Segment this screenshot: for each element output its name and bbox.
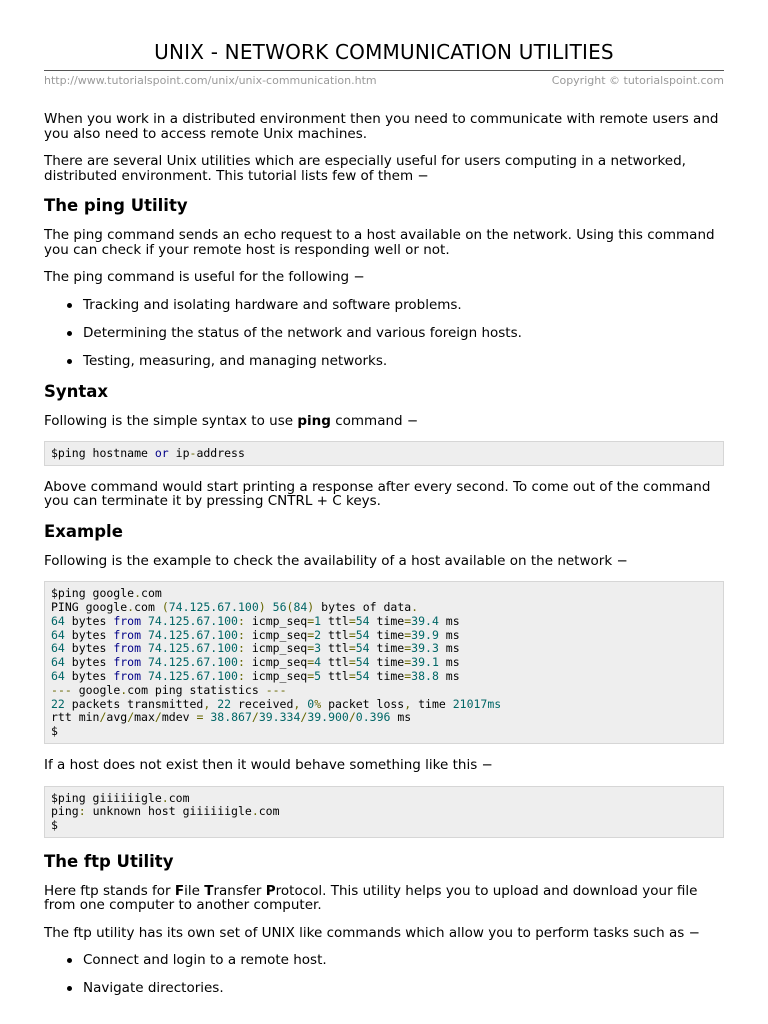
intro-paragraph-2: There are several Unix utilities which are especially useful for users computing in a networked, distributed environment. This tutorial lists few of them − — [44, 153, 686, 184]
ftp-text: Here ftp stands for — [44, 882, 175, 899]
list-item: Determining the status of the network and various foreign hosts. — [83, 326, 724, 341]
syntax-command-name: ping — [297, 412, 331, 429]
syntax-intro — [44, 414, 724, 429]
ping-uses-list — [44, 298, 724, 369]
ftp-initial-f: F — [174, 882, 185, 899]
code-line: $ping hostname or ip-address — [51, 446, 245, 460]
list-item: Testing, measuring, and managing networks. — [83, 354, 724, 369]
code-line: ping: unknown host giiiiiigle.com — [51, 804, 280, 819]
syntax-explanation: Above command would start printing a response after every second. To come out of the command you can terminate it by pressing CNTRL + C keys. — [44, 478, 711, 510]
code-line: 64 bytes from 74.125.67.100: icmp_seq=1 ttl=54 time=39.4 ms — [51, 613, 460, 628]
ftp-text: rotocol. This utility helps you to upload and download your file from one computer to another computer. — [44, 882, 698, 914]
code-line: 64 bytes from 74.125.67.100: icmp_seq=2 ttl=54 time=39.9 ms — [51, 627, 460, 642]
title-divider — [44, 70, 724, 71]
code-line: 64 bytes from 74.125.67.100: icmp_seq=4 ttl=54 time=39.1 ms — [51, 655, 460, 670]
section-heading-syntax: Syntax — [44, 381, 109, 401]
syntax-code-block — [44, 441, 724, 466]
syntax-intro-text: Following is the simple syntax to use — [44, 412, 298, 429]
code-line: 64 bytes from 74.125.67.100: icmp_seq=5 ttl=54 time=38.8 ms — [51, 669, 460, 684]
ftp-text: ransfer — [213, 882, 266, 899]
code-line: $ping google.com — [51, 586, 162, 601]
ftp-text: ile — [184, 882, 205, 899]
copyright-notice: Copyright © tutorialspoint.com — [551, 74, 724, 87]
code-line: 64 bytes from 74.125.67.100: icmp_seq=3 ttl=54 time=39.3 ms — [51, 641, 460, 656]
source-url[interactable]: http://www.tutorialspoint.com/unix/unix-communication.htm — [44, 74, 377, 87]
ftp-initial-p: P — [265, 882, 276, 899]
ftp-initial-t: T — [204, 882, 214, 899]
page-title: UNIX - NETWORK COMMUNICATION UTILITIES — [154, 40, 614, 64]
ftp-tasks-intro: The ftp utility has its own set of UNIX like commands which allow you to perform tasks such as − — [44, 924, 700, 941]
code-line: $ — [51, 724, 58, 739]
list-item: Navigate directories. — [83, 981, 724, 996]
code-line: $ping giiiiiigle.com — [51, 790, 190, 805]
section-heading-example: Example — [44, 521, 123, 541]
code-line: PING google.com (74.125.67.100) 56(84) bytes of data. — [51, 600, 419, 615]
ping-uses-intro: The ping command is useful for the following − — [44, 269, 365, 285]
example-intro: Following is the example to check the availability of a host available on the network − — [44, 552, 628, 569]
section-heading-ping: The ping Utility — [44, 196, 188, 215]
list-item: Tracking and isolating hardware and software problems. — [83, 298, 724, 313]
code-line: 22 packets transmitted, 22 received, 0% packet loss, time 21017ms — [51, 696, 502, 711]
article-body — [44, 112, 724, 1009]
intro-paragraph-1: When you work in a distributed environment then you need to communicate with remote users and you also need to access remote Unix machines. — [44, 111, 719, 142]
code-line: --- google.com ping statistics --- — [51, 682, 287, 697]
nohost-intro: If a host does not exist then it would behave something like this − — [44, 757, 493, 774]
ftp-tasks-list — [44, 953, 724, 996]
syntax-intro-tail: command − — [330, 412, 419, 429]
ping-description: The ping command sends an echo request to a host available on the network. Using this command you can check if your remote host is responding well or not. — [44, 227, 715, 258]
section-heading-ftp: The ftp Utility — [44, 851, 174, 871]
nohost-code-block — [44, 786, 724, 838]
example-code-block — [44, 581, 724, 744]
list-item: Connect and login to a remote host. — [83, 953, 724, 968]
ftp-description — [44, 884, 724, 913]
code-line: $ — [51, 818, 58, 833]
code-line: rtt min/avg/max/mdev = 38.867/39.334/39.900/0.396 ms — [51, 710, 412, 725]
